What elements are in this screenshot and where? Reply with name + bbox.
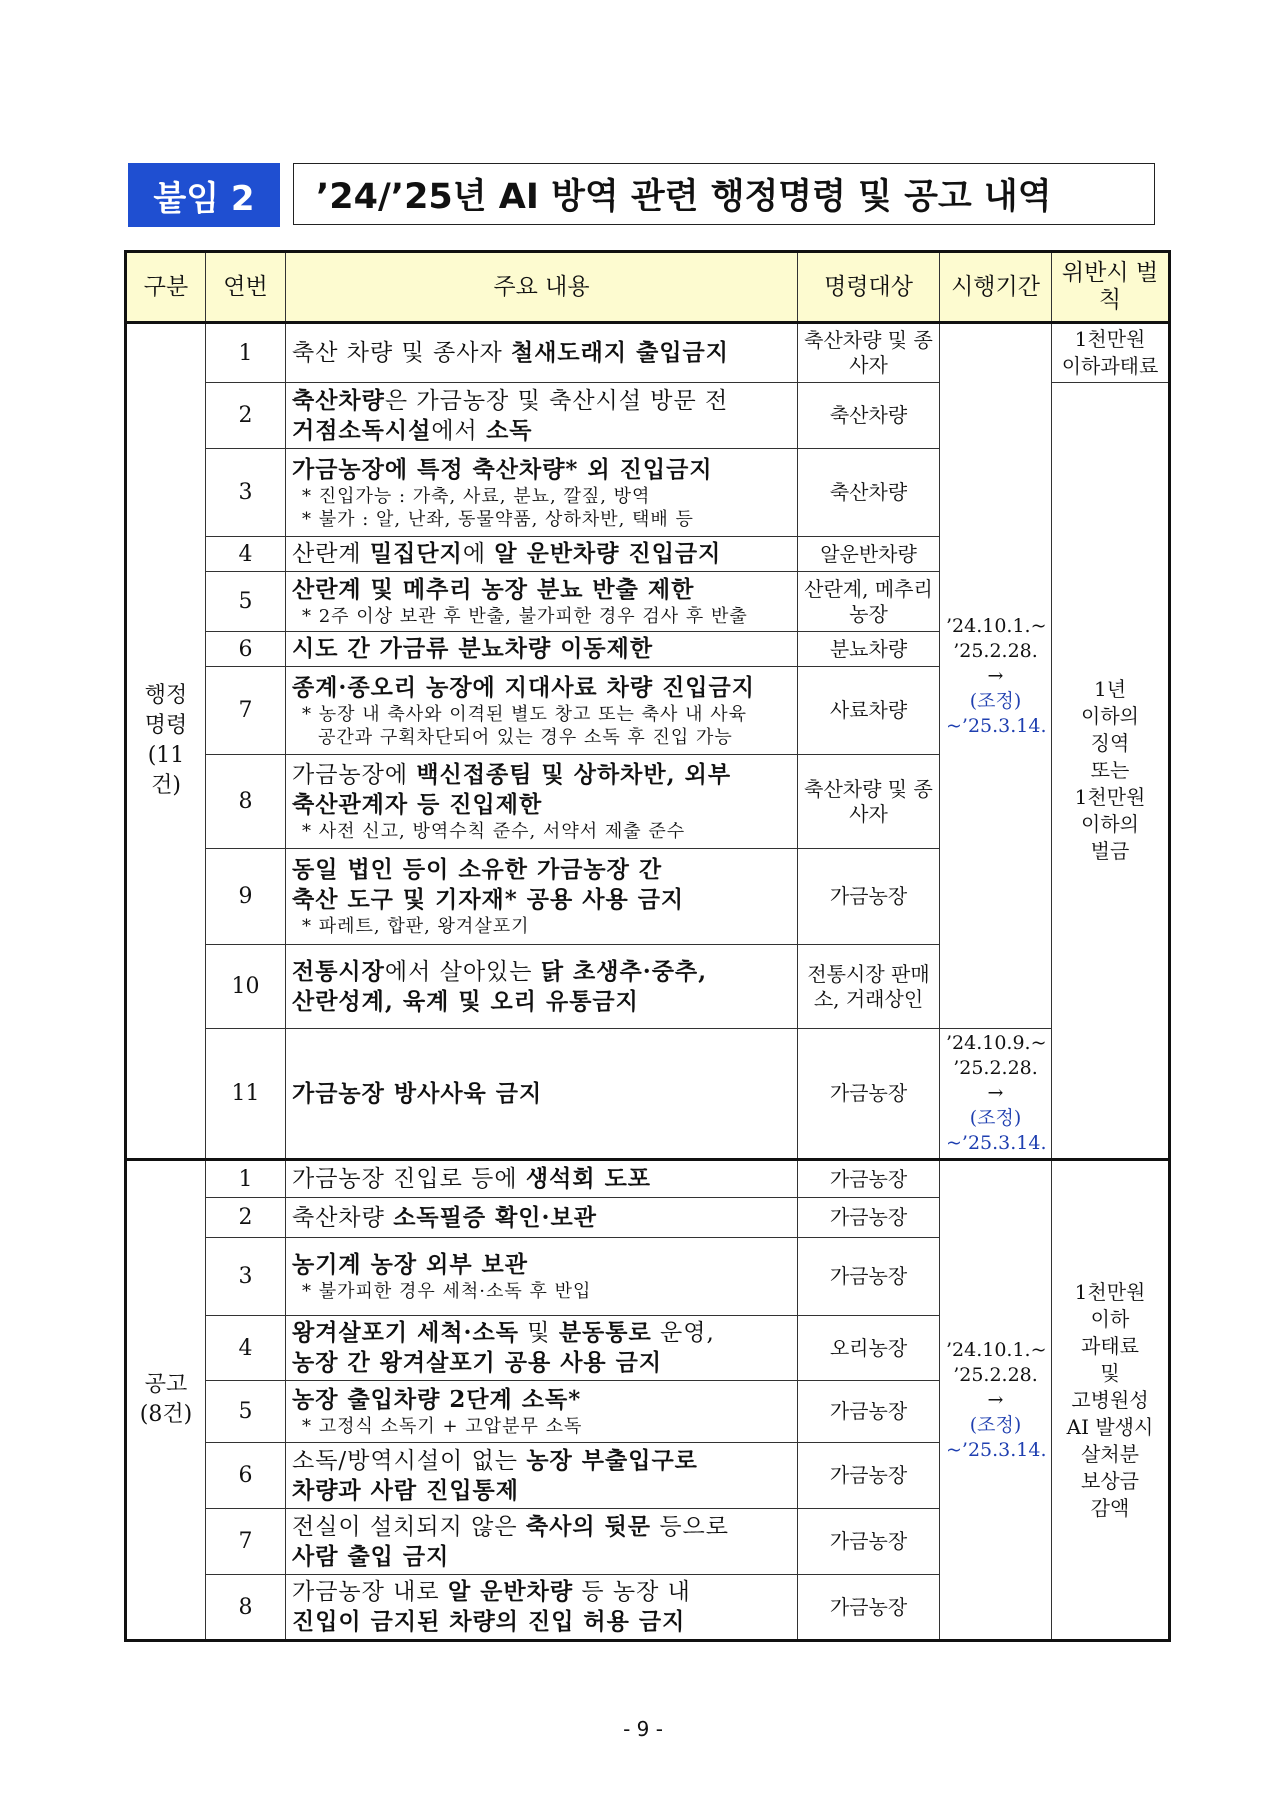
attachment-header (128, 163, 1158, 227)
table-row (126, 323, 1170, 383)
text-bold: 사람 출입 금지 (292, 1542, 450, 1570)
row-target: 전통시장 판매소, 거래상인 (798, 945, 940, 1029)
note: * 진입가능 : 가축, 사료, 분뇨, 깔짚, 방역 (302, 485, 651, 507)
text: 에서 살아있는 (384, 958, 541, 985)
row-content (286, 1238, 798, 1316)
row-number: 8 (206, 1575, 286, 1641)
row-content (286, 383, 798, 449)
row-content (286, 945, 798, 1029)
text: 산란계 (292, 541, 370, 567)
text-bold: 종계·종오리 농장에 지대사료 차량 진입금지 (292, 673, 755, 701)
category-label: 공고 (144, 1372, 188, 1397)
text-bold: 산란성계, 육계 및 오리 유통금지 (292, 987, 639, 1015)
note: * 불가 : 알, 난좌, 동물약품, 상하차반, 택배 등 (302, 508, 694, 530)
row-target: 가금농장 (798, 1381, 940, 1443)
table-row (126, 1029, 1170, 1160)
text-bold: 축산차량 (292, 386, 385, 414)
row-number: 2 (206, 1198, 286, 1238)
note: * 파레트, 합판, 왕겨살포기 (302, 916, 530, 937)
category-label: 행정 (144, 683, 188, 708)
arrow-icon: → (987, 664, 1004, 687)
text-bold: 농장 부출입구로 (526, 1446, 698, 1474)
row-number: 3 (206, 449, 286, 537)
period-end: ’25.2.28. (953, 1057, 1038, 1079)
text-bold: 닭 초생추·중추, (540, 957, 708, 985)
row-target: 축산차량 및 종사자 (798, 323, 940, 383)
text-bold: 동일 법인 등이 소유한 가금농장 간 (292, 856, 663, 883)
arrow-icon: → (987, 1388, 1004, 1411)
row-content (286, 1198, 798, 1238)
text-bold: 소독필증 확인·보관 (393, 1203, 597, 1231)
row-content (286, 755, 798, 849)
row-number: 9 (206, 849, 286, 945)
text-bold: 가금농장에 특정 축산차량* 외 진입금지 (292, 455, 713, 483)
period-admin (940, 323, 1052, 1029)
text-bold: 분동통로 (558, 1319, 652, 1346)
row-number: 4 (206, 537, 286, 572)
row-number: 4 (206, 1316, 286, 1381)
row-content (286, 1160, 798, 1198)
text-bold: 산란계 및 메추리 농장 분뇨 반출 제한 (292, 576, 695, 603)
row-number: 10 (206, 945, 286, 1029)
note: * 사전 신고, 방역수칙 준수, 서약서 제출 준수 (302, 821, 686, 842)
penalty-text: 이하과태료 (1061, 354, 1159, 378)
col-content: 주요 내용 (286, 252, 798, 323)
period-end: ’25.2.28. (953, 639, 1038, 662)
text-bold: 진입이 금지된 차량의 진입 허용 금지 (292, 1608, 686, 1635)
row-number: 11 (206, 1029, 286, 1160)
text-bold: 농기계 농장 외부 보관 (292, 1251, 528, 1278)
row-number: 5 (206, 572, 286, 632)
category-label: 명령 (144, 713, 188, 738)
penalty-text: 1년 (1093, 677, 1127, 701)
row-target: 축산차량 (798, 383, 940, 449)
row-content (286, 849, 798, 945)
row-target: 가금농장 (798, 1198, 940, 1238)
penalty-text: 감액 (1090, 1495, 1130, 1520)
table-row (126, 1160, 1170, 1198)
penalty-notice (1052, 1160, 1170, 1641)
text-bold: 소독 (486, 416, 533, 444)
text: 운영, (651, 1320, 715, 1346)
penalty-text: 살처분 (1081, 1441, 1139, 1466)
row-target: 가금농장 (798, 849, 940, 945)
category-notice (126, 1160, 206, 1641)
period-start: ’24.10.1.~ (946, 614, 1047, 637)
penalty-text: 벌금 (1090, 839, 1130, 863)
row-target: 가금농장 (798, 1443, 940, 1509)
period-start: ’24.10.1.~ (946, 1338, 1047, 1361)
penalty-text: AI 발생시 (1066, 1414, 1154, 1439)
text-bold: 철새도래지 출입금지 (511, 339, 729, 366)
period-adjusted: (조정) (969, 1107, 1022, 1129)
row-content (286, 323, 798, 383)
row-target: 오리농장 (798, 1316, 940, 1381)
penalty-text: 징역 (1090, 731, 1130, 755)
row-target: 사료차량 (798, 667, 940, 755)
penalty-text: 보상금 (1081, 1468, 1139, 1493)
text-bold: 밀집단지 (369, 540, 463, 567)
row-content (286, 632, 798, 667)
table-header-row (126, 252, 1170, 323)
text-bold: 백신접종팀 및 상하차반, 외부 (416, 761, 732, 788)
row-target: 산란계, 메추리 농장 (798, 572, 940, 632)
row-target: 가금농장 (798, 1509, 940, 1575)
col-number: 연번 (206, 252, 286, 323)
text-bold: 생석회 도포 (525, 1165, 652, 1192)
text: 등으로 (651, 1513, 729, 1540)
penalty-text: 이하 (1090, 1306, 1130, 1331)
row-number: 8 (206, 755, 286, 849)
row-content (286, 1575, 798, 1641)
penalty-text: 이하의 (1081, 704, 1139, 728)
text-bold: 농장 출입차량 2단계 소독* (292, 1386, 582, 1413)
page-number: - 9 - (623, 1717, 663, 1741)
text: 및 (518, 1320, 559, 1346)
row-content (286, 667, 798, 755)
orders-table (124, 250, 1171, 1642)
text-bold: 농장 간 왕겨살포기 공용 사용 금지 (292, 1349, 663, 1376)
category-count: (11건) (147, 743, 185, 798)
text: 축산 차량 및 종사자 (292, 340, 511, 366)
penalty-fine (1052, 323, 1170, 383)
row-number: 6 (206, 632, 286, 667)
penalty-text: 1천만원 (1074, 1279, 1146, 1304)
row-content (286, 449, 798, 537)
note: * 농장 내 축사와 이격된 별도 창고 또는 축사 내 사육 (302, 703, 747, 725)
row-target: 가금농장 (798, 1160, 940, 1198)
text: 등 농장 내 (573, 1579, 691, 1605)
row-content (286, 572, 798, 632)
penalty-text: 고병원성 (1071, 1387, 1149, 1412)
row-target: 축산차량 및 종사자 (798, 755, 940, 849)
penalty-text: 및 (1100, 1360, 1120, 1385)
col-category: 구분 (126, 252, 206, 323)
period-adjusted: (조정) (969, 1413, 1022, 1436)
text-bold: 가금농장 방사사육 금지 (292, 1079, 543, 1107)
text: 전실이 설치되지 않은 (292, 1513, 526, 1540)
text-bold: 전통시장 (292, 957, 385, 985)
period-adjusted: (조정) (969, 689, 1022, 712)
row-content (286, 1316, 798, 1381)
text-bold: 축산 도구 및 기자재* 공용 사용 금지 (292, 886, 685, 913)
period-start: ’24.10.9.~ (946, 1032, 1047, 1054)
penalty-text: 또는 (1090, 758, 1130, 782)
text: 축산차량 (292, 1204, 394, 1231)
arrow-icon: → (987, 1082, 1004, 1104)
col-target: 명령대상 (798, 252, 940, 323)
row-number: 7 (206, 1509, 286, 1575)
penalty-text: 1천만원 (1074, 327, 1146, 351)
row-target: 가금농장 (798, 1238, 940, 1316)
text-bold: 축사의 뒷문 (525, 1512, 652, 1540)
row-number: 6 (206, 1443, 286, 1509)
text: 가금농장에 (292, 762, 417, 788)
row-target: 알운반차량 (798, 537, 940, 572)
period-new-end: ~’25.3.14. (946, 1438, 1047, 1461)
penalty-text: 이하의 (1081, 812, 1139, 836)
period-row11 (940, 1029, 1052, 1160)
penalty-text: 1천만원 (1074, 785, 1146, 809)
row-target: 분뇨차량 (798, 632, 940, 667)
text-bold: 거점소독시설 (292, 416, 432, 444)
row-content (286, 1381, 798, 1443)
row-number: 2 (206, 383, 286, 449)
text: 에서 (431, 417, 487, 444)
row-target: 가금농장 (798, 1029, 940, 1160)
penalty-prison (1052, 383, 1170, 1160)
row-content (286, 1029, 798, 1160)
row-target: 가금농장 (798, 1575, 940, 1641)
text-bold: 왕겨살포기 세척·소독 (292, 1319, 519, 1346)
page-title: ’24/’25년 AI 방역 관련 행정명령 및 공고 내역 (293, 163, 1155, 225)
attachment-badge: 붙임 2 (128, 163, 280, 227)
text: 가금농장 진입로 등에 (292, 1166, 526, 1192)
text-bold: 알 운반차량 진입금지 (494, 540, 722, 567)
note: * 불가피한 경우 세척·소독 후 반입 (302, 1281, 592, 1302)
row-number: 1 (206, 323, 286, 383)
text-bold: 축산관계자 등 진입제한 (292, 791, 543, 818)
row-content (286, 537, 798, 572)
text: 가금농장 내로 (292, 1579, 448, 1605)
note: 공간과 구획차단되어 있는 경우 소독 후 진입 가능 (318, 726, 733, 748)
period-new-end: ~’25.3.14. (946, 1132, 1047, 1154)
text: 은 가금농장 및 축산시설 방문 전 (384, 387, 729, 414)
penalty-text: 과태료 (1081, 1333, 1139, 1358)
period-end: ’25.2.28. (953, 1363, 1038, 1386)
col-penalty: 위반시 벌칙 (1052, 252, 1170, 323)
text-bold: 시도 간 가금류 분뇨차량 이동제한 (292, 635, 654, 662)
text: 소독/방역시설이 없는 (292, 1447, 527, 1474)
period-new-end: ~’25.3.14. (946, 714, 1047, 737)
note: * 고정식 소독기 + 고압분무 소독 (302, 1416, 583, 1437)
row-content (286, 1443, 798, 1509)
period-notice (940, 1160, 1052, 1641)
text: 에 (462, 541, 495, 567)
text-bold: 알 운반차량 (447, 1578, 574, 1605)
row-content (286, 1509, 798, 1575)
text-bold: 차량과 사람 진입통제 (292, 1476, 519, 1504)
col-period: 시행기간 (940, 252, 1052, 323)
row-number: 5 (206, 1381, 286, 1443)
category-admin (126, 323, 206, 1160)
row-target: 축산차량 (798, 449, 940, 537)
note: * 2주 이상 보관 후 반출, 불가피한 경우 검사 후 반출 (302, 606, 748, 627)
row-number: 1 (206, 1160, 286, 1198)
row-number: 7 (206, 667, 286, 755)
row-number: 3 (206, 1238, 286, 1316)
category-count: (8건) (139, 1402, 193, 1427)
